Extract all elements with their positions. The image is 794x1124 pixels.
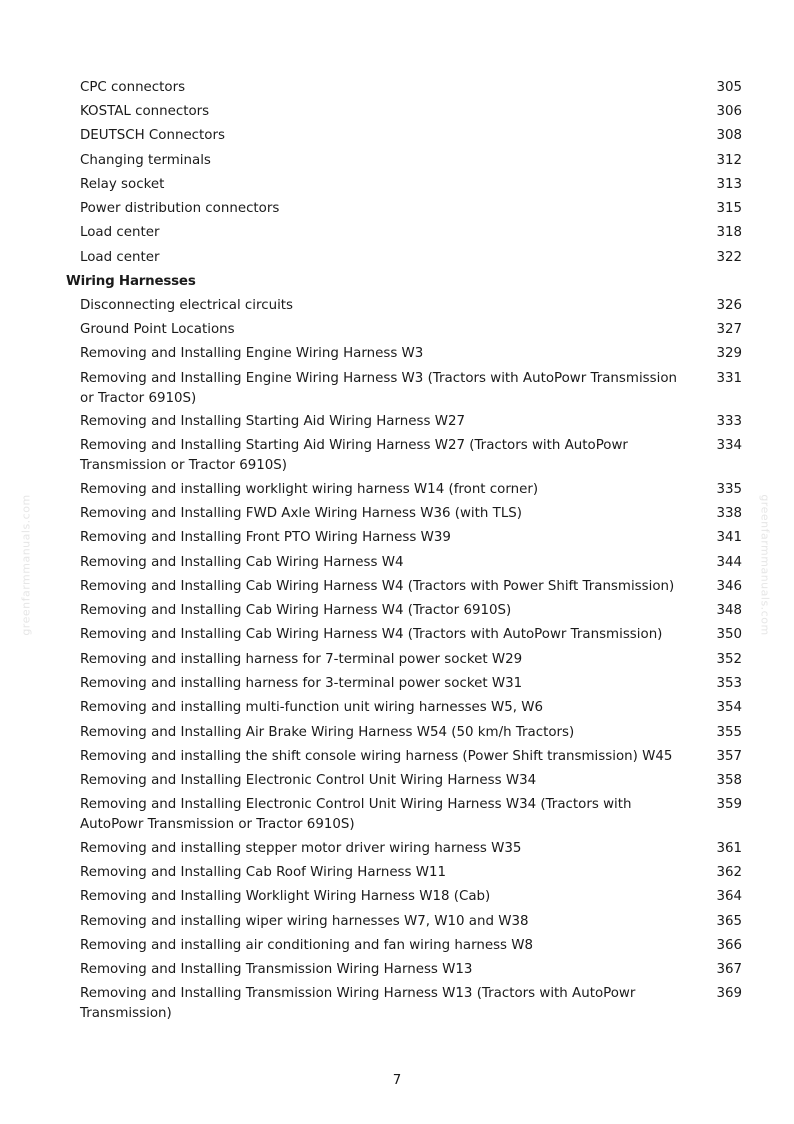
toc-entry[interactable] [80, 412, 742, 432]
toc-entry-title: Removing and Installing Cab Wiring Harness W4 (Tractors with AutoPowr Transmission) [80, 627, 663, 642]
toc-entry-page: 331 [716, 371, 742, 386]
toc-entry[interactable] [80, 102, 742, 122]
toc-entry-page: 322 [716, 250, 742, 265]
toc-entry[interactable] [80, 723, 742, 743]
toc-entry[interactable] [80, 839, 742, 859]
toc-entry-title: Ground Point Locations [80, 322, 235, 337]
toc-entry[interactable] [80, 436, 742, 475]
toc-entry[interactable] [80, 344, 742, 364]
toc-entry-page: 364 [716, 889, 742, 904]
toc-entry-page: 341 [716, 530, 742, 545]
toc-entry-page: 326 [716, 298, 742, 313]
toc-entry-title: Removing and installing wiper wiring harnesses W7, W10 and W38 [80, 914, 529, 929]
toc-entry-page: 355 [716, 725, 742, 740]
toc-entry-title: Changing terminals [80, 153, 211, 168]
toc-entry-title: Load center [80, 225, 160, 240]
toc-entry-page: 308 [716, 128, 742, 143]
toc-entry-page: 344 [716, 555, 742, 570]
toc-entry-title: Removing and Installing Cab Wiring Harness W4 (Tractor 6910S) [80, 603, 512, 618]
toc-entry-title: Removing and Installing Worklight Wiring Harness W18 (Cab) [80, 889, 491, 904]
section-heading[interactable]: Wiring Harnesses [66, 274, 196, 289]
toc-entry[interactable] [80, 912, 742, 932]
toc-entry-title: Power distribution connectors [80, 201, 280, 216]
toc-entry-page: 313 [716, 177, 742, 192]
toc-entry[interactable] [80, 795, 742, 834]
toc-entry-page: 357 [716, 749, 742, 764]
toc-entry[interactable] [80, 960, 742, 980]
watermark-right: greenfarmmanuals.com [758, 494, 772, 636]
toc-entry-title: Removing and Installing Engine Wiring Harness W3 (Tractors with AutoPowr Transmission or Tractor 6910S) [80, 371, 678, 406]
toc-entry-page: 358 [716, 773, 742, 788]
toc-entry[interactable] [80, 553, 742, 573]
toc-entry-page: 367 [716, 962, 742, 977]
toc-entry-title: Removing and Installing Starting Aid Wiring Harness W27 (Tractors with AutoPowr Transmission or Tractor 6910S) [80, 438, 628, 473]
toc-entry[interactable] [80, 320, 742, 340]
toc-entry-title: Removing and Installing Air Brake Wiring Harness W54 (50 km/h Tractors) [80, 725, 575, 740]
toc-entry[interactable] [80, 223, 742, 243]
toc-entry[interactable] [80, 747, 742, 767]
toc-entry-page: 329 [716, 346, 742, 361]
toc-entry-page: 333 [716, 414, 742, 429]
toc-entry-page: 312 [716, 153, 742, 168]
toc-entry-title: Removing and installing worklight wiring harness W14 (front corner) [80, 482, 539, 497]
toc-entry-title: Removing and Installing Cab Wiring Harness W4 (Tractors with Power Shift Transmission) [80, 579, 675, 594]
toc-entry-title: KOSTAL connectors [80, 104, 210, 119]
toc-entry[interactable] [80, 175, 742, 195]
toc-entry-title: Disconnecting electrical circuits [80, 298, 294, 313]
toc-entry-page: 327 [716, 322, 742, 337]
toc-entry-title: Load center [80, 250, 160, 265]
toc-entry-title: Removing and installing harness for 7-terminal power socket W29 [80, 652, 523, 667]
toc-entry-page: 353 [716, 676, 742, 691]
toc-entry-page: 352 [716, 652, 742, 667]
toc-entry-title: Removing and Installing Cab Wiring Harness W4 [80, 555, 404, 570]
toc-entry-page: 359 [716, 797, 742, 812]
toc-entry[interactable] [80, 369, 742, 408]
toc-entry-page: 306 [716, 104, 742, 119]
toc-entry-title: CPC connectors [80, 80, 186, 95]
toc-entry-title: Removing and Installing Transmission Wiring Harness W13 (Tractors with AutoPowr Transmission) [80, 986, 636, 1021]
toc-entry-page: 361 [716, 841, 742, 856]
toc-entry-page: 315 [716, 201, 742, 216]
toc-entry[interactable] [80, 577, 742, 597]
toc-entry[interactable] [80, 887, 742, 907]
watermark-left: greenfarmmanuals.com [19, 494, 33, 636]
toc-entry-page: 369 [716, 986, 742, 1001]
toc-entry[interactable] [80, 984, 742, 1023]
toc-entry-title: Removing and Installing Electronic Control Unit Wiring Harness W34 [80, 773, 537, 788]
toc-entry-page: 335 [716, 482, 742, 497]
toc-entry[interactable] [80, 625, 742, 645]
toc-entry[interactable] [80, 199, 742, 219]
toc-entry-page: 346 [716, 579, 742, 594]
toc-entry-page: 334 [716, 438, 742, 453]
toc-entry-title: Removing and installing the shift console wiring harness (Power Shift transmission) W45 [80, 749, 673, 764]
toc-entry-title: Removing and installing harness for 3-terminal power socket W31 [80, 676, 523, 691]
toc-entry-title: Removing and Installing Starting Aid Wiring Harness W27 [80, 414, 465, 429]
toc-entry[interactable] [80, 528, 742, 548]
toc-entry-page: 318 [716, 225, 742, 240]
toc-entry[interactable] [80, 248, 742, 268]
toc-entry-title: DEUTSCH Connectors [80, 128, 225, 143]
toc-entry-page: 350 [716, 627, 742, 642]
toc-entry[interactable] [80, 936, 742, 956]
page-number: 7 [392, 1073, 402, 1088]
toc-entry[interactable] [80, 650, 742, 670]
toc-entry-title: Relay socket [80, 177, 165, 192]
toc-entry-page: 354 [716, 700, 742, 715]
toc-entry[interactable] [80, 771, 742, 791]
toc-entry-title: Removing and Installing Electronic Control Unit Wiring Harness W34 (Tractors with AutoPowr Transmission or Tractor 6910S) [80, 797, 632, 832]
toc-entry-page: 366 [716, 938, 742, 953]
toc-entry-title: Removing and installing multi-function unit wiring harnesses W5, W6 [80, 700, 544, 715]
toc-entry-title: Removing and Installing Front PTO Wiring Harness W39 [80, 530, 451, 545]
toc-entry-page: 338 [716, 506, 742, 521]
toc-entry[interactable] [80, 151, 742, 171]
toc-entry-title: Removing and Installing Cab Roof Wiring Harness W11 [80, 865, 447, 880]
toc-entry[interactable] [80, 126, 742, 146]
toc-entry-page: 348 [716, 603, 742, 618]
toc-entry[interactable] [80, 674, 742, 694]
toc-entry-title: Removing and installing stepper motor driver wiring harness W35 [80, 841, 522, 856]
toc-entry-title: Removing and Installing Engine Wiring Harness W3 [80, 346, 424, 361]
toc-entry-title: Removing and installing air conditioning and fan wiring harness W8 [80, 938, 534, 953]
toc-entry[interactable] [80, 296, 742, 316]
toc-entry-page: 365 [716, 914, 742, 929]
toc-entry[interactable] [80, 504, 742, 524]
toc-entry-page: 362 [716, 865, 742, 880]
toc-entry[interactable] [80, 78, 742, 98]
toc-entry[interactable] [80, 863, 742, 883]
toc-entry[interactable] [80, 601, 742, 621]
toc-entry[interactable] [80, 698, 742, 718]
toc-entry-title: Removing and Installing Transmission Wiring Harness W13 [80, 962, 473, 977]
toc-entry[interactable] [80, 480, 742, 500]
toc-entry-page: 305 [716, 80, 742, 95]
toc-entry-title: Removing and Installing FWD Axle Wiring Harness W36 (with TLS) [80, 506, 523, 521]
